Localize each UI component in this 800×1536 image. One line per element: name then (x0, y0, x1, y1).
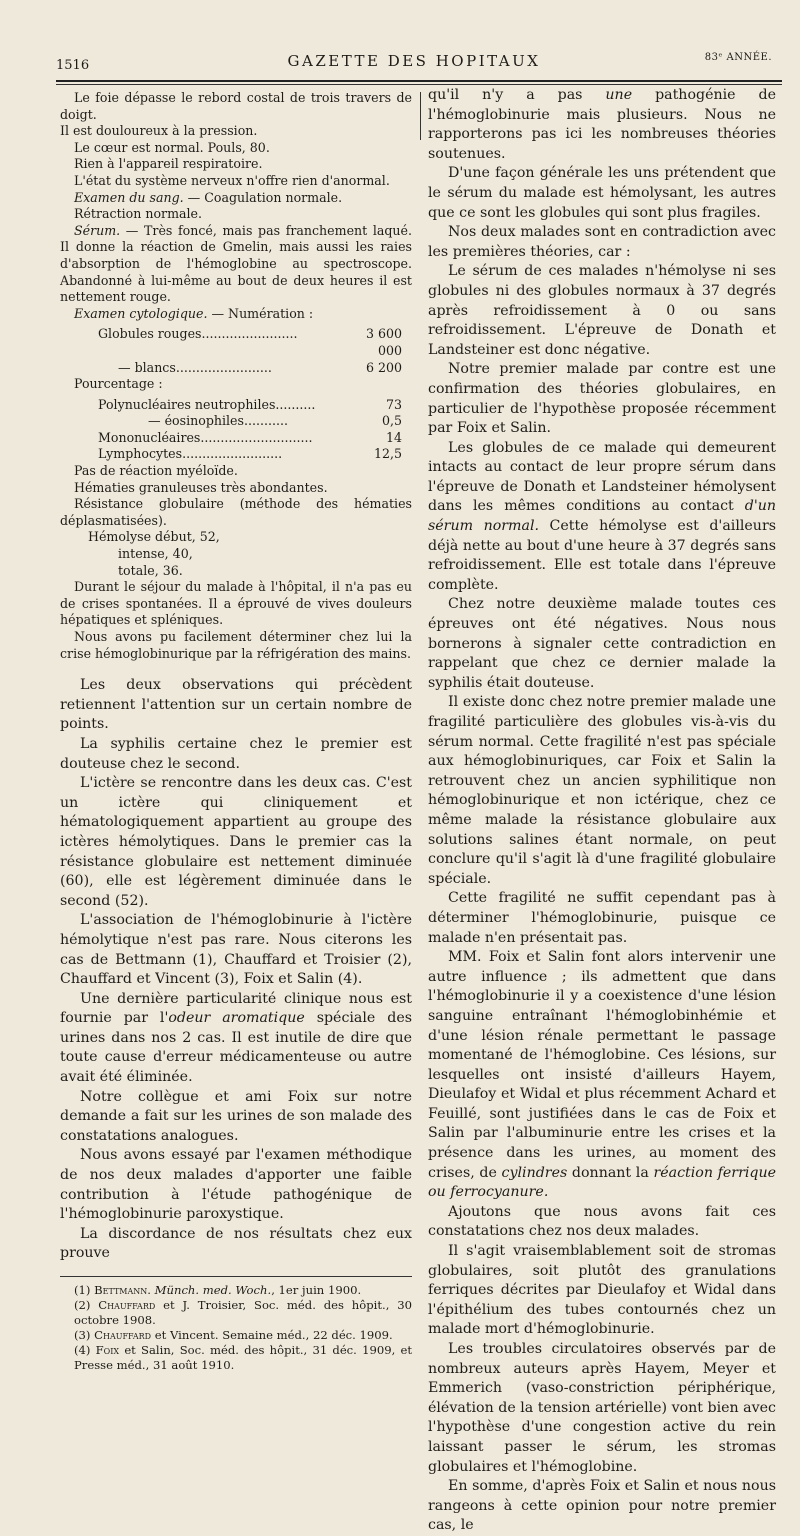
table-row (60, 360, 412, 377)
paragraph-text: — Très foncé, mais pas franchement laqué. Il donne la réaction de Gmelin, mais aussi les raies d'absorption de l'hémoglobine au spectroscope. Abandonné à lui-même au bout de deux heures il est nettement rouge. (60, 222, 412, 305)
paragraph: Hématies granuleuses très abondantes. (74, 479, 328, 495)
paragraph-text: Cette hémolyse est d'ailleurs déjà nette au bout d'une heure à 37 degrés sans refroidissement. Elle est totale dans l'épreuve complète. (428, 518, 777, 593)
paragraph-text: Une dernière particularité clinique nous est fournie par l' (60, 990, 412, 1027)
footnotes (60, 1283, 412, 1373)
footnote-number: (1) (74, 1283, 95, 1297)
footnote-text: et Vincent. Semaine méd., 22 déc. 1909. (151, 1328, 393, 1342)
table-row (60, 430, 412, 447)
paragraph-text: — Coagulation normale. (183, 189, 343, 205)
footnote-rule (60, 1276, 412, 1277)
header-rule-thin (56, 84, 782, 85)
page-header (56, 50, 772, 74)
row-value: 6 200 (365, 359, 402, 375)
header-rule-thick (56, 80, 782, 82)
paragraph: La discordance de nos résultats chez eux prouve (60, 1225, 412, 1262)
emphasis: cylindres (501, 1164, 568, 1181)
hemolysis-line: intense, 40, (118, 546, 193, 562)
paragraph: Cette fragilité ne suffit cependant pas à déterminer l'hémoglobinurie, puisque ce malade n'en présentait pas. (428, 890, 776, 946)
paragraph (428, 439, 776, 596)
row-label: — blancs........................ (118, 359, 272, 375)
section-label: Sérum. (74, 222, 121, 238)
footnote-number: (3) (74, 1328, 95, 1342)
emphasis: d'un sérum normal. (428, 498, 776, 535)
footnote-text: , 1er juin 1900. (271, 1283, 362, 1297)
paragraph-text: donnant la (567, 1164, 654, 1181)
paragraph: Résistance globulaire (méthode des hématies déplasmatisées). (60, 496, 412, 528)
paragraph: Chez notre deuxième malade toutes ces épreuves ont été négatives. Nous nous bornerons à signaler cette contradiction en rappelant que chez ce dernier malade la syphilis était douteuse. (428, 596, 776, 691)
paragraph: Le foie dépasse le rebord costal de trois travers de doigt. (60, 90, 412, 122)
footnote-number: (2) (74, 1298, 99, 1312)
paragraph: Les troubles circulatoires observés par de nombreux auteurs après Hayem, Meyer et Emmerich (vaso-constriction périphérique, élévation de la tension artérielle) vont bien avec l'hypothèse d'une congestion active du rein laissant passer le sérum, les stromas globulaires et l'hémoglobine. (428, 1341, 776, 1475)
paragraph (428, 86, 776, 164)
paragraph: Le sérum de ces malades n'hémolyse ni ses globules ni des globules normaux à 37 degrés après refroidissement à 0 ou sans refroidissement. L'épreuve de Donath et Landsteiner est donc négative. (428, 263, 776, 358)
paragraph: Le cœur est normal. Pouls, 80. (74, 139, 270, 155)
footnote-number: (4) (74, 1343, 96, 1357)
paragraph (60, 190, 412, 207)
footnote (60, 1328, 412, 1343)
paragraph (60, 990, 412, 1088)
row-value: 0,5 (381, 413, 402, 429)
paragraph: Il est douloureux à la pression. (60, 123, 258, 139)
emphasis: réaction ferrique ou ferrocyanure. (428, 1164, 776, 1201)
paragraph: Notre collègue et ami Foix sur notre demande a fait sur les urines de son malade des constatations analogues. (60, 1088, 412, 1144)
left-column (60, 90, 412, 1373)
paragraph-text: MM. Foix et Salin font alors intervenir une autre influence ; ils admettent que dans l'hémoglobinurie il y a coexistence d'une lésion sanguine entraînant l'hémoglobinhémie et d'une lésion rénale permettant le passage momentané de l'hémoglobine. Ces lésions, sur lesquelles ont insisté d'ailleurs Hayem, Dieulafoy et Widal et plus récemment Achard et Feuillé, sont justifiées dans le cas de Foix et Salin par l'albuminurie entre les crises et la présence dans les urines, au moment des crises, de (428, 949, 776, 1181)
row-label: Lymphocytes......................... (98, 446, 283, 462)
paragraph: Ajoutons que nous avons fait ces constatations chez nos deux malades. (428, 1203, 776, 1240)
paragraph: Les deux observations qui précèdent retiennent l'attention sur un certain nombre de points. (60, 677, 412, 733)
hemolysis-values (60, 529, 412, 579)
paragraph: D'une façon générale les uns prétendent que le sérum du malade est hémolysant, les autres que ce sont les globules qui sont plus fragiles. (428, 165, 776, 221)
blood-count-table (60, 326, 412, 376)
hemolysis-line: Hémolyse début, 52, (88, 529, 220, 545)
row-label: — éosinophiles........... (148, 413, 288, 429)
footnote-text: et Salin, Soc. méd. des hôpit., 31 déc. 1909, et Presse méd., 31 août 1910. (74, 1343, 413, 1372)
column-divider (420, 92, 421, 140)
row-label: Polynucléaires neutrophiles.......... (98, 396, 316, 412)
paragraph: Nos deux malades sont en contradiction avec les premières théories, car : (428, 224, 776, 260)
discussion-text (60, 676, 412, 1264)
emphasis: une (605, 87, 633, 103)
footnote (60, 1298, 412, 1328)
journal-title: GAZETTE DES HOPITAUX (287, 52, 541, 70)
section-label: Examen cytologique. (74, 305, 208, 321)
paragraph: L'état du système nerveux n'offre rien d'anormal. (74, 172, 390, 188)
paragraph: Nous avons essayé par l'examen méthodique de nos deux malades d'apporter une faible contribution à l'étude pathogénique de l'hémoglobinurie paroxystique. (60, 1147, 412, 1223)
paragraph: Notre premier malade par contre est une confirmation des théories globulaires, en particulier de l'hypothèse proposée récemment par Foix et Salin. (428, 361, 776, 437)
row-value: 73 (385, 396, 402, 412)
paragraph-text: pathogénie de l'hémoglobinurie mais plusieurs. Nous ne rapporterons pas ici les nombreuses théories soutenues. (428, 87, 776, 162)
table-row (60, 397, 412, 414)
footnote (60, 1343, 412, 1373)
percentage-table (60, 397, 412, 463)
paragraph (60, 306, 412, 323)
paragraph (60, 223, 412, 306)
emphasis: odeur aromatique (168, 1010, 305, 1027)
footnote-author: Chauffard (98, 1298, 156, 1312)
row-label: Globules rouges........................ (98, 326, 298, 342)
paragraph: L'ictère se rencontre dans les deux cas. C'est un ictère qui cliniquement et hématologiquement appartient au groupe des ictères hémolytiques. Dans le premier cas la résistance globulaire est nettement diminuée (60), elle est légèrement diminuée dans le second (52). (60, 775, 412, 909)
paragraph: Rien à l'appareil respiratoire. (74, 156, 263, 172)
paragraph: Il s'agit vraisemblablement soit de stromas globulaires, soit plutôt des granulations ferriques décrites par Dieulafoy et Widal dans l'épithélium des tubes contournés chez un malade mort d'hémoglobinurie. (428, 1243, 776, 1338)
page-number: 1516 (56, 58, 90, 73)
paragraph: La syphilis certaine chez le premier est douteuse chez le second. (60, 735, 412, 772)
paragraph: Rétraction normale. (74, 206, 203, 222)
row-value: 14 (385, 429, 402, 445)
paragraph: Nous avons pu facilement déterminer chez lui la crise hémoglobinurique par la réfrigération des mains. (60, 629, 412, 661)
table-row (60, 446, 412, 463)
row-value: 12,5 (373, 446, 402, 462)
paragraph: En somme, d'après Foix et Salin et nous nous rangeons à cette opinion pour notre premier cas, le (428, 1478, 776, 1534)
paragraph: L'association de l'hémoglobinurie à l'ictère hémolytique n'est pas rare. Nous citerons les cas de Bettmann (1), Chauffard et Troisier (2), Chauffard et Vincent (3), Foix et Salin (4). (60, 912, 412, 988)
paragraph-text: spéciale des urines dans nos 2 cas. Il est inutile de dire que toute cause d'erreur médicamenteuse ou autre avait été éliminée. (60, 1010, 412, 1086)
paragraph-text: Les globules de ce malade qui demeurent intacts au contact de leur propre sérum dans l'épreuve de Donath et Landsteiner hémolysent dans les mêmes conditions au contact (428, 439, 776, 515)
paragraph (428, 948, 776, 1203)
paragraph: Il existe donc chez notre premier malade une fragilité particulière des globules vis-à-vis du sérum normal. Cette fragilité n'est pas spéciale aux hémoglobinuriques, car Foix et Salin la retrouvent chez un ancien syphilitique non hémoglobinurique et non ictérique, chez ce même malade la résistance globulaire aux solutions salines étant normale, on peut conclure qu'il s'agit là d'une fragilité globulaire spéciale. (428, 694, 776, 887)
row-value: 3 600 000 (365, 326, 402, 358)
paragraph-text: qu'il n'y a pas (428, 87, 606, 103)
hemolysis-line: totale, 36. (118, 562, 183, 578)
right-column (428, 86, 776, 1536)
footnote-text: et J. Troisier, Soc. méd. des hôpit., 30 octobre 1908. (74, 1298, 412, 1327)
footnote-author: Bettmann. (94, 1283, 151, 1297)
footnote (60, 1283, 412, 1298)
paragraph-text: — Numération : (207, 305, 314, 321)
case-report-small-text (60, 90, 412, 662)
year-label: 83ᵉ ANNÉE. (704, 52, 772, 63)
footnote-author: Chauffard (94, 1328, 152, 1342)
row-label: Mononucléaires............................ (98, 429, 313, 445)
paragraph: Pas de réaction myéloïde. (74, 463, 238, 479)
footnote-author: Foix (95, 1343, 120, 1357)
table-row (60, 326, 412, 359)
paragraph: Durant le séjour du malade à l'hôpital, il n'a pas eu de crises spontanées. Il a éprouvé de vives douleurs hépatiques et spléniques. (60, 579, 412, 628)
section-label: Examen du sang. (74, 189, 184, 205)
paragraph: Pourcentage : (74, 376, 163, 392)
table-row (60, 413, 412, 430)
footnote-source: Münch. med. Woch. (150, 1283, 272, 1297)
